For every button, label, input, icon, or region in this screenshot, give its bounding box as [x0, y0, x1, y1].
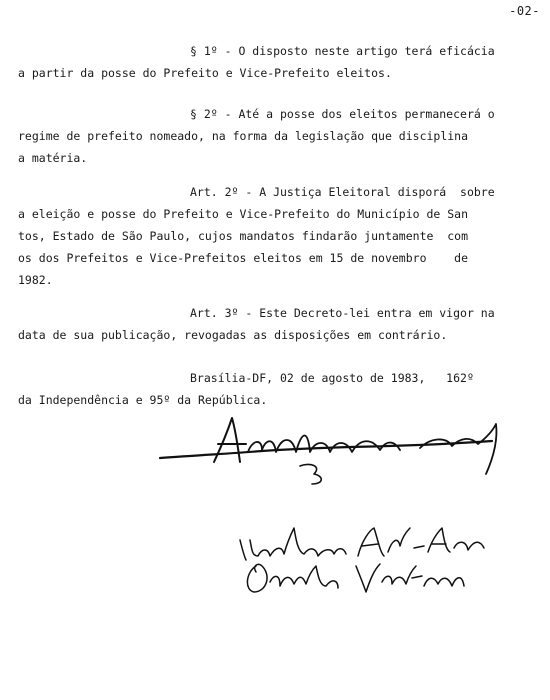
text-line: tos, Estado de São Paulo, cujos mandatos findarão juntamente com [18, 229, 469, 243]
text-line: a matéria. [18, 151, 88, 165]
text-line: 1982. [18, 273, 53, 287]
text-line: Art. 3º - Este Decreto-lei entra em vigor na [190, 306, 495, 320]
minister-signature [240, 528, 484, 560]
text-line: § 2º - Até a posse dos eleitos permanecerá o [190, 107, 495, 121]
page-number: -02- [509, 4, 540, 18]
second-minister-signature [247, 564, 464, 592]
text-line: a eleição e posse do Prefeito e Vice-Prefeito do Município de San [18, 207, 469, 221]
text-line: da Independência e 95º da República. [18, 393, 268, 407]
text-line: Art. 2º - A Justiça Eleitoral disporá sobre [190, 185, 495, 199]
president-signature [160, 418, 497, 484]
text-line: § 1º - O disposto neste artigo terá eficácia [190, 44, 495, 58]
text-line: a partir da posse do Prefeito e Vice-Prefeito eleitos. [18, 66, 392, 80]
text-line: Brasília-DF, 02 de agosto de 1983, 162º [190, 371, 474, 385]
text-line: regime de prefeito nomeado, na forma da legislação que disciplina [18, 129, 469, 143]
text-line: os dos Prefeitos e Vice-Prefeitos eleitos em 15 de novembro de [18, 251, 469, 265]
text-line: data de sua publicação, revogadas as disposições em contrário. [18, 328, 448, 342]
